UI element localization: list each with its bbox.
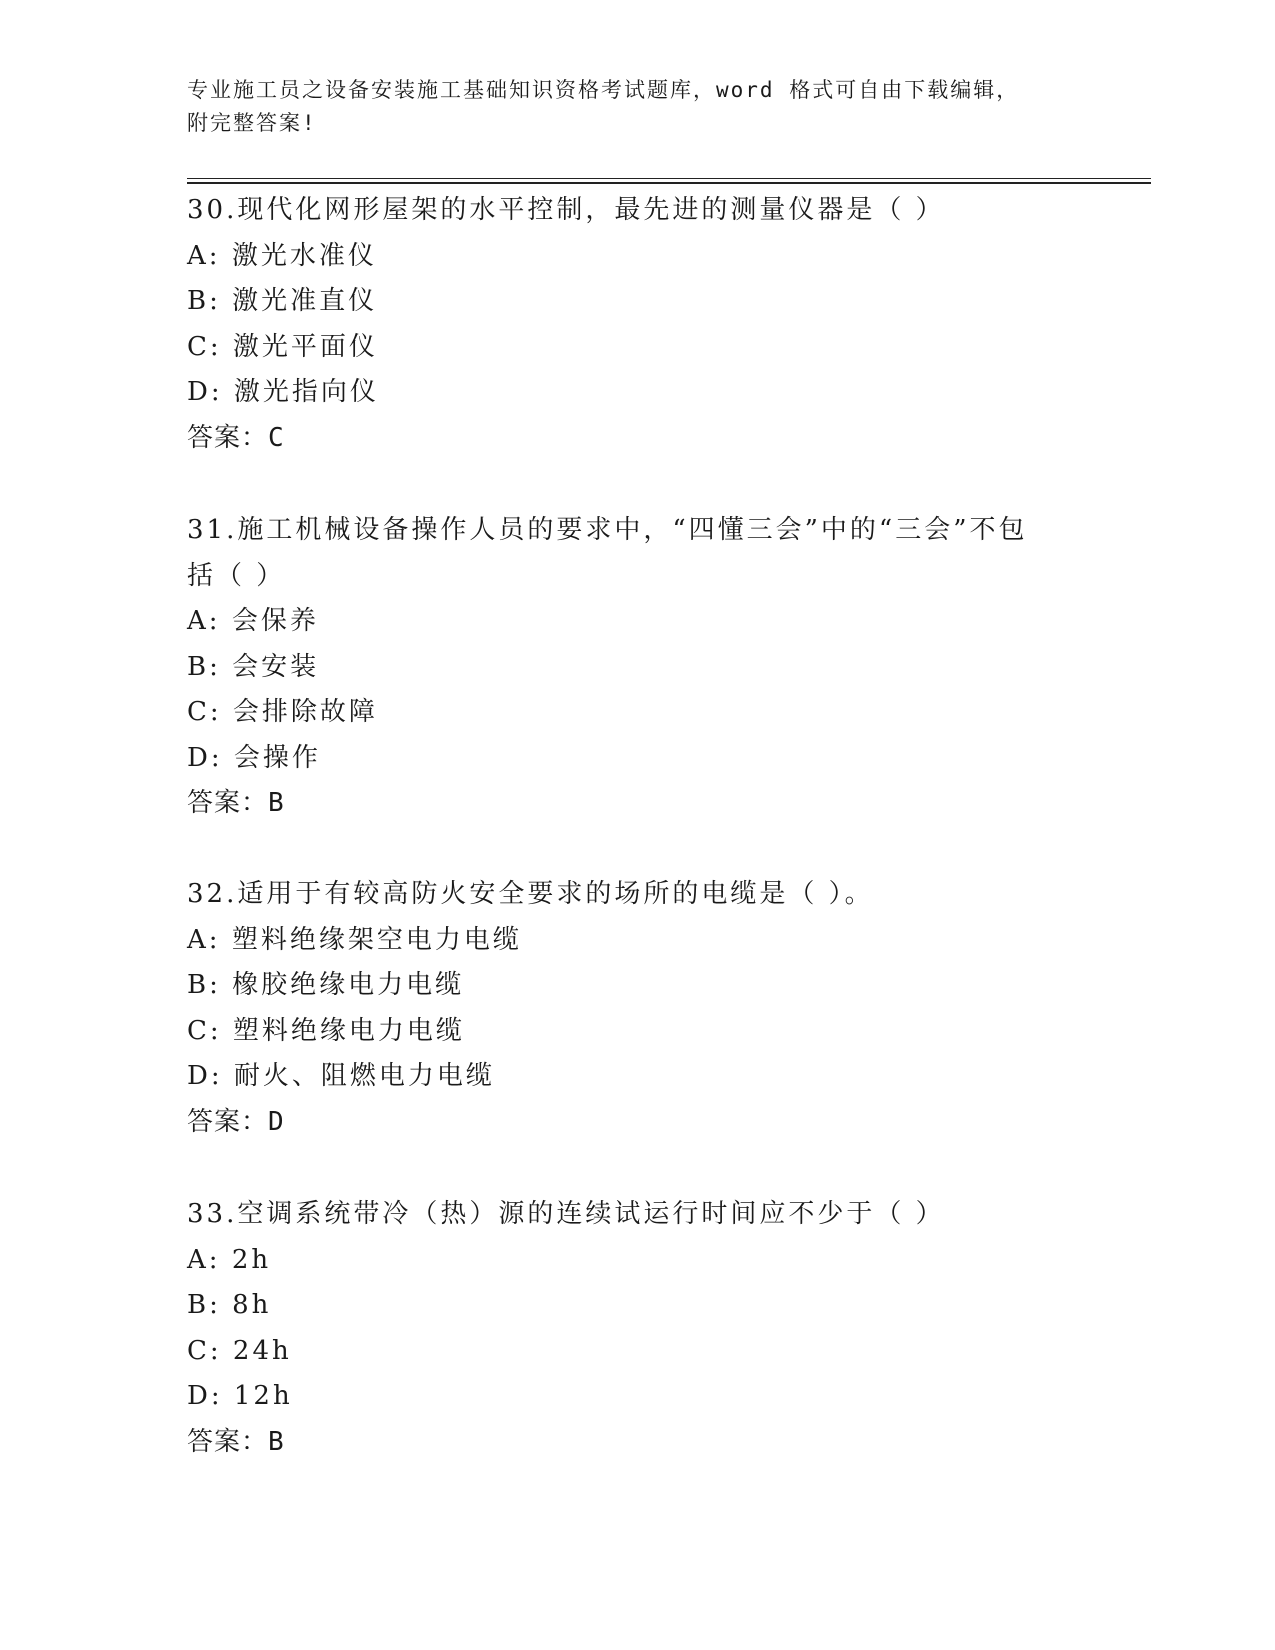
header-line-1: 专业施工员之设备安装施工基础知识资格考试题库，word 格式可自由下载编辑， xyxy=(187,78,1020,102)
option-text: 会排除故障 xyxy=(232,697,378,727)
question-title-line-2: 括（ ） xyxy=(187,560,286,591)
option-text: 塑料绝缘电力电缆 xyxy=(232,1015,465,1046)
option-letter: A: xyxy=(187,1244,221,1275)
option-text: 24h xyxy=(232,1335,292,1366)
option-b xyxy=(187,963,1087,1009)
option-b xyxy=(187,645,1087,691)
question-33 xyxy=(187,1192,1087,1465)
option-text: 激光水准仪 xyxy=(231,240,377,271)
question-31 xyxy=(187,508,1087,827)
option-c xyxy=(187,1009,1087,1055)
option-text: 橡胶绝缘电力电缆 xyxy=(232,970,465,1000)
option-c xyxy=(187,325,1087,371)
option-letter: D: xyxy=(187,1061,223,1091)
option-d xyxy=(187,370,1087,416)
option-a xyxy=(187,918,1087,964)
header-divider-thin xyxy=(187,178,1151,179)
option-text: 塑料绝缘架空电力电缆 xyxy=(231,924,522,955)
option-letter: A: xyxy=(187,924,221,955)
option-text: 12h xyxy=(233,1381,293,1411)
question-title-line-1: 31.施工机械设备操作人员的要求中，“四懂三会”中的“三会”不包 xyxy=(187,515,1028,545)
option-text: 激光指向仪 xyxy=(233,377,379,407)
option-a xyxy=(187,1238,1087,1284)
option-c xyxy=(187,690,1087,736)
option-c xyxy=(187,1329,1087,1375)
option-letter: D: xyxy=(187,377,223,407)
option-letter: D: xyxy=(187,742,223,773)
option-text: 耐火、阻燃电力电缆 xyxy=(233,1061,495,1091)
answer-line: 答案：C xyxy=(187,422,285,453)
option-letter: A: xyxy=(187,606,221,636)
option-letter: B: xyxy=(187,651,221,682)
header-line-2: 附完整答案! xyxy=(187,111,317,135)
option-text: 2h xyxy=(231,1244,272,1275)
option-letter: C: xyxy=(187,697,222,727)
option-d xyxy=(187,736,1087,782)
answer-line: 答案：B xyxy=(187,788,285,818)
option-b xyxy=(187,279,1087,325)
option-letter: A: xyxy=(187,240,221,271)
option-a xyxy=(187,599,1087,645)
question-title: 33.空调系统带冷（热）源的连续试运行时间应不少于（ ） xyxy=(187,1199,945,1229)
option-text: 激光准直仪 xyxy=(232,286,378,316)
question-30 xyxy=(187,188,1087,461)
option-letter: B: xyxy=(187,286,221,316)
option-text: 激光平面仪 xyxy=(232,331,378,362)
question-title: 32.适用于有较高防火安全要求的场所的电缆是（ ）。 xyxy=(187,879,874,909)
option-text: 会安装 xyxy=(232,651,320,682)
answer-line: 答案：B xyxy=(187,1426,285,1457)
option-letter: B: xyxy=(187,1290,221,1320)
answer-line: 答案：D xyxy=(187,1106,285,1137)
option-text: 会操作 xyxy=(233,742,321,773)
question-title: 30.现代化网形屋架的水平控制，最先进的测量仪器是（ ） xyxy=(187,195,945,225)
option-letter: C: xyxy=(187,331,222,362)
option-d xyxy=(187,1054,1087,1100)
option-letter: C: xyxy=(187,1335,222,1366)
option-text: 8h xyxy=(232,1290,272,1320)
question-32 xyxy=(187,872,1087,1145)
option-b xyxy=(187,1283,1087,1329)
option-d xyxy=(187,1374,1087,1420)
header-divider-thick xyxy=(187,182,1151,184)
option-letter: C: xyxy=(187,1015,222,1046)
option-letter: D: xyxy=(187,1381,223,1411)
option-text: 会保养 xyxy=(231,606,319,636)
option-a xyxy=(187,234,1087,280)
option-letter: B: xyxy=(187,970,221,1000)
document-header xyxy=(187,74,1087,140)
